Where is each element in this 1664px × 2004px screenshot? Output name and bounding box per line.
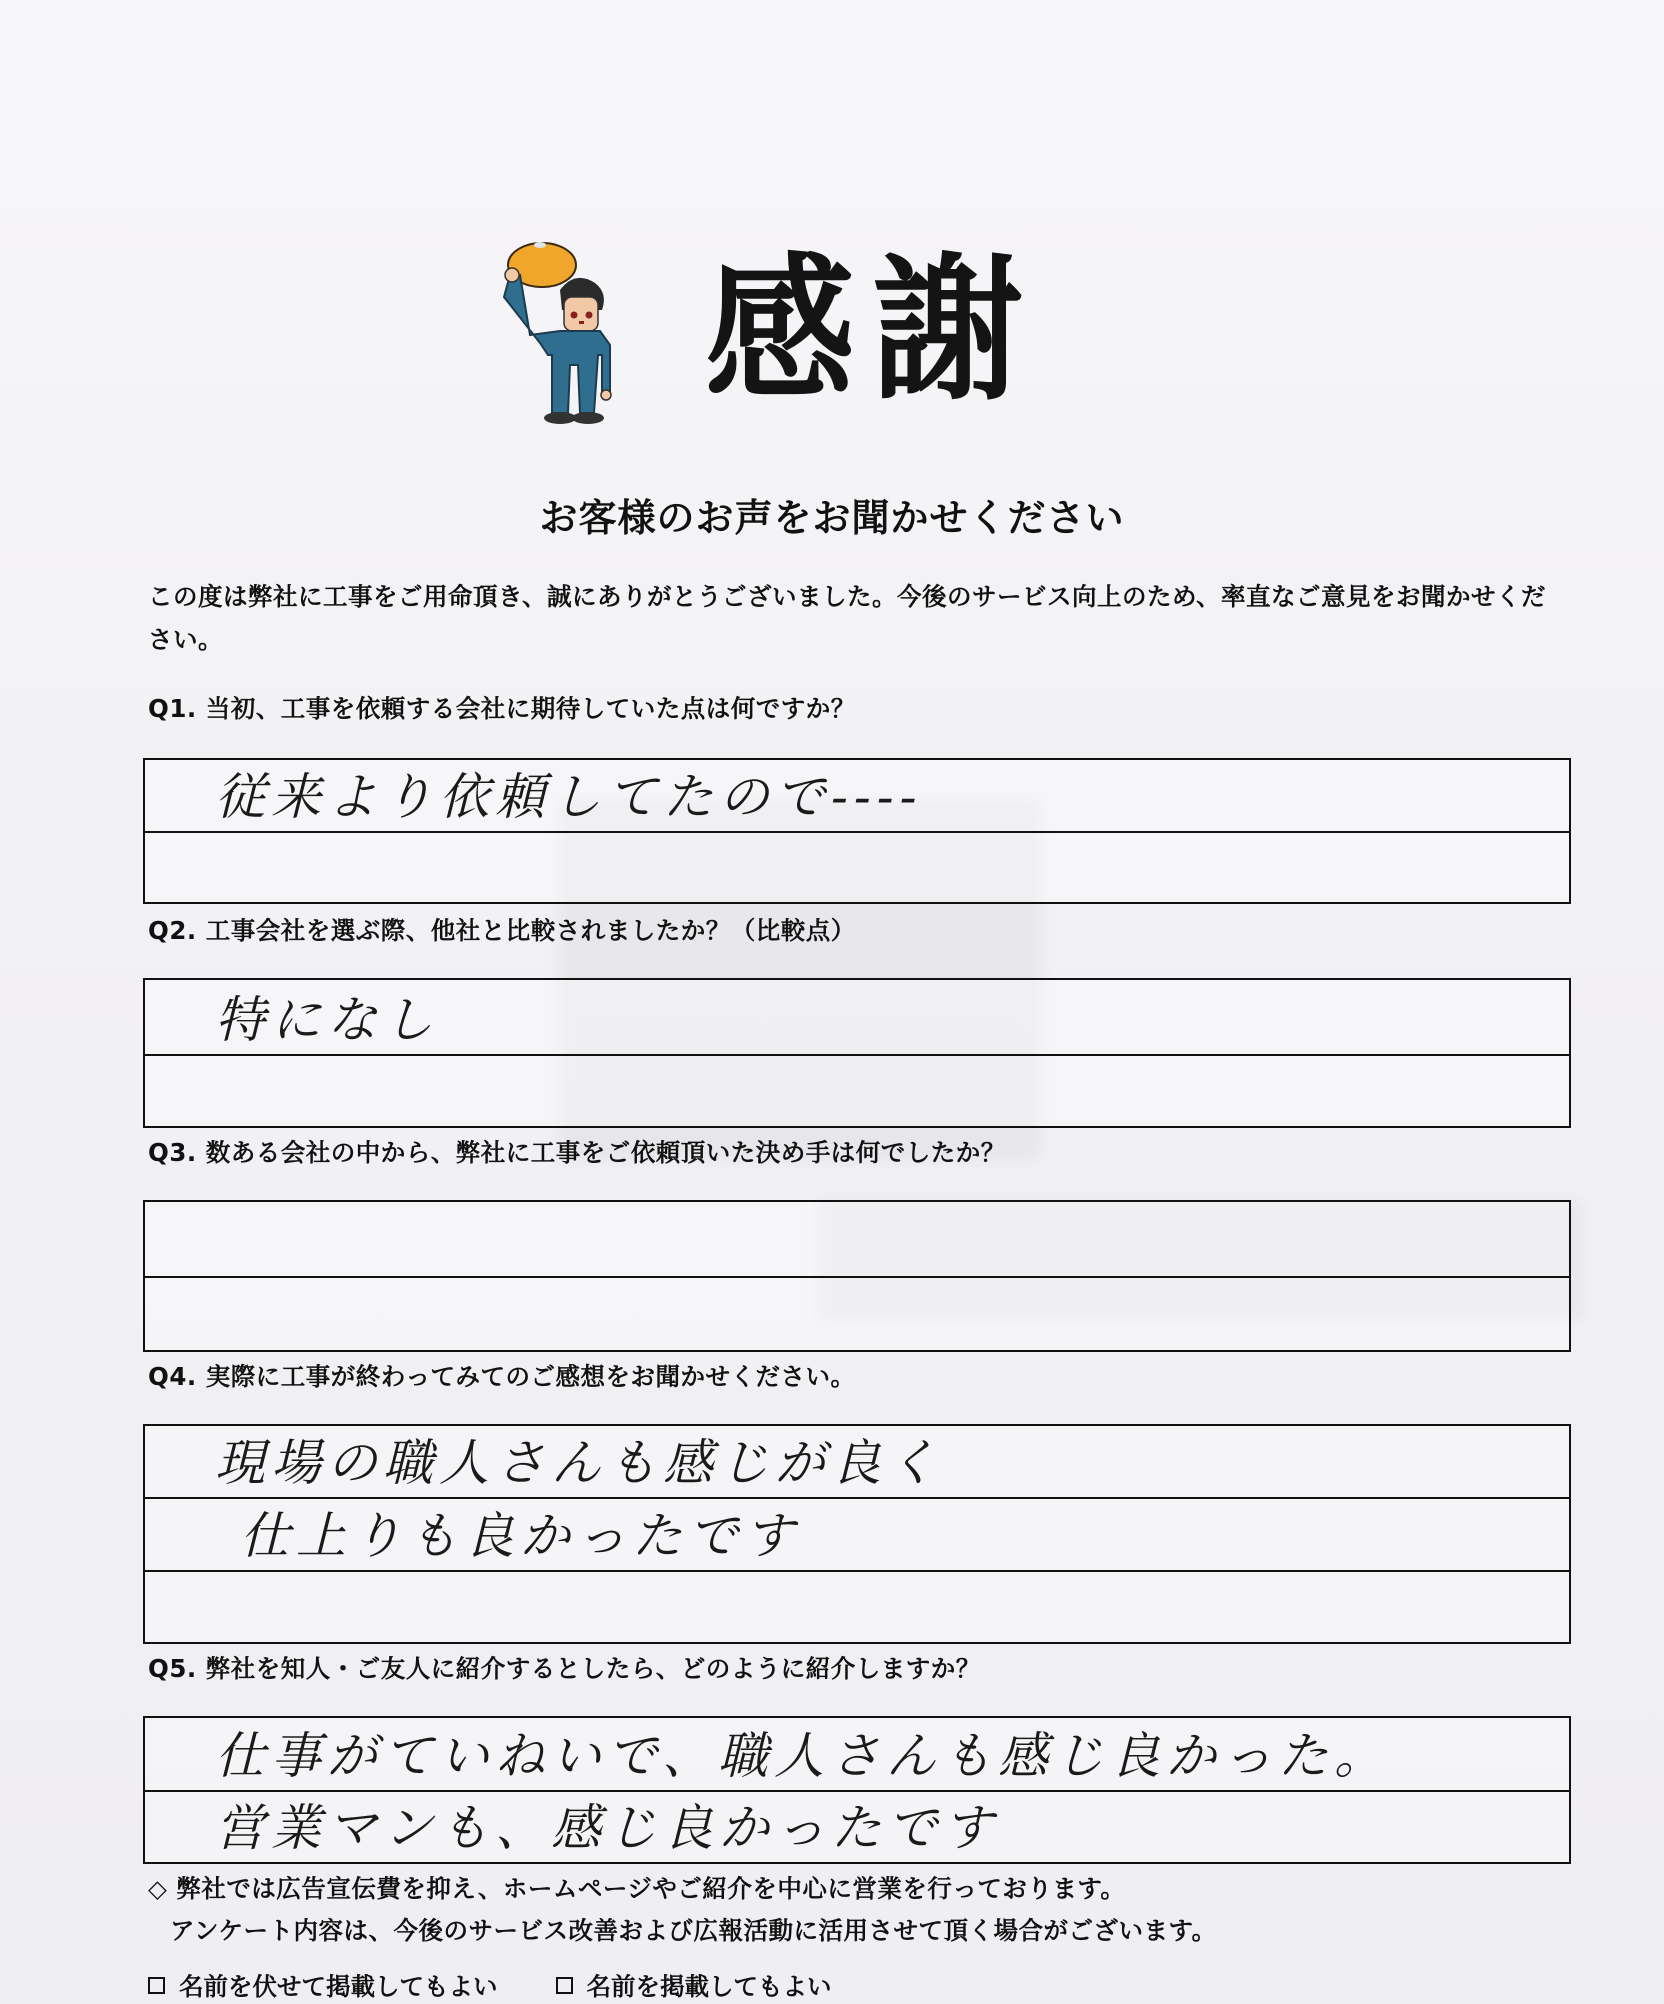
note-line-2: アンケート内容は、今後のサービス改善および広報活動に活用させて頂く場合がございます。: [170, 1916, 1217, 1945]
question-4: Q4. 実際に工事が終わってみてのご感想をお聞かせください。: [148, 1362, 856, 1391]
handwritten-answer: 現場の職人さんも感じが良く: [215, 1434, 943, 1492]
handwritten-answer: 従来より依頼してたので‐‐‐‐: [215, 768, 923, 826]
page-title: 感謝: [705, 237, 1042, 423]
answer-line[interactable]: [145, 1792, 1569, 1862]
answer-line[interactable]: [145, 1278, 1569, 1351]
consent-options: [148, 1968, 832, 2003]
handwritten-answer: 仕事がていねいで、職人さんも感じ良かった。: [215, 1727, 1390, 1785]
answer-box-3[interactable]: [143, 1200, 1571, 1352]
answer-box-4[interactable]: [143, 1424, 1571, 1644]
answer-line[interactable]: [145, 980, 1569, 1056]
checkbox-icon[interactable]: [148, 1977, 165, 1994]
answer-line[interactable]: [145, 833, 1569, 903]
bowing-worker-icon: [490, 235, 630, 430]
note-line-1: ◇ 弊社では広告宣伝費を抑え、ホームページやご紹介を中心に営業を行っております。: [148, 1874, 1126, 1903]
answer-line[interactable]: [145, 760, 1569, 833]
handwritten-answer: 特になし: [215, 991, 439, 1049]
question-5: Q5. 弊社を知人・ご友人に紹介するとしたら、どのように紹介しますか？: [148, 1654, 981, 1683]
answer-box-2[interactable]: [143, 978, 1571, 1128]
answer-box-5[interactable]: [143, 1716, 1571, 1864]
consent-option-anonymous[interactable]: [148, 1968, 498, 2003]
subtitle: お客様のお声をお聞かせください: [539, 496, 1125, 540]
consent-option-label: 名前を伏せて掲載してもよい: [179, 1972, 498, 2001]
intro-text: この度は弊社に工事をご用命頂き、誠にありがとうございました。今後のサービス向上のため、率直なご意見をお聞かせください。: [148, 582, 1547, 654]
consent-option-label: 名前を掲載してもよい: [586, 1972, 832, 2001]
question-2: Q2. 工事会社を選ぶ際、他社と比較されましたか？（比較点）: [148, 916, 856, 945]
checkbox-icon[interactable]: [556, 1977, 573, 1994]
answer-box-1[interactable]: [143, 758, 1571, 904]
answer-line[interactable]: [145, 1426, 1569, 1499]
consent-option-named[interactable]: [556, 1968, 832, 2003]
answer-line[interactable]: [145, 1718, 1569, 1792]
answer-line[interactable]: [145, 1056, 1569, 1127]
answer-line[interactable]: [145, 1202, 1569, 1278]
answer-line[interactable]: [145, 1499, 1569, 1572]
answer-line[interactable]: [145, 1572, 1569, 1642]
header: [490, 235, 1250, 435]
handwritten-answer: 営業マンも、感じ良かったです: [215, 1799, 999, 1857]
handwritten-answer: 仕上りも良かったです: [240, 1507, 800, 1565]
question-3: Q3. 数ある会社の中から、弊社に工事をご依頼頂いた決め手は何でしたか？: [148, 1138, 1006, 1167]
question-1: Q1. 当初、工事を依頼する会社に期待していた点は何ですか？: [148, 694, 856, 723]
